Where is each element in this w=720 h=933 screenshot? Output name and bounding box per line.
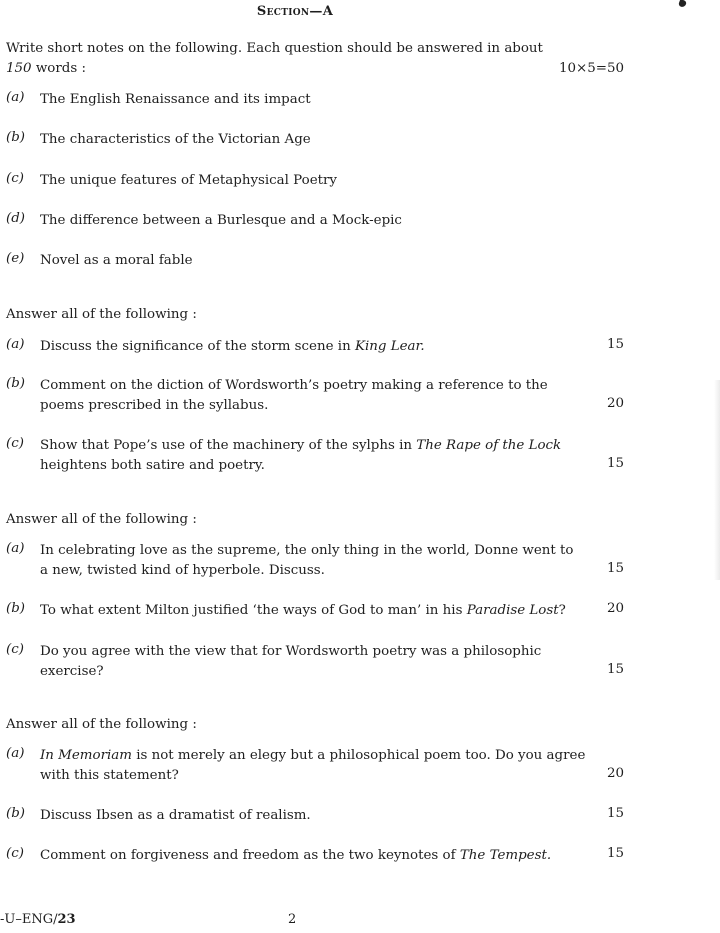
q1-intro-words: words :: [31, 61, 86, 76]
item-label: (c): [6, 846, 24, 861]
item-text-plain: Show that Pope’s use of the machinery of the sylphs in: [40, 438, 417, 453]
item-marks: 20: [606, 766, 624, 781]
q1-word-count: 150: [6, 61, 32, 76]
item-text: Discuss Ibsen as a dramatist of realism.: [40, 808, 311, 823]
section-title-sep: —: [309, 4, 323, 19]
item-label: (b): [6, 376, 26, 391]
item-label: (a): [6, 746, 25, 761]
item-text: Novel as a moral fable: [40, 253, 193, 268]
item-text-plain: Discuss the significance of the storm scene in: [40, 339, 355, 354]
item-text: The English Renaissance and its impact: [40, 92, 311, 107]
work-title: In Memoriam: [40, 748, 132, 763]
item-marks: 15: [606, 806, 624, 821]
q2-intro: Answer all of the following :: [6, 307, 197, 322]
item-marks: 15: [606, 456, 624, 471]
work-title: Paradise Lost: [466, 603, 559, 618]
q4-intro: Answer all of the following :: [6, 717, 197, 732]
item-text: [40, 846, 592, 866]
item-text: [40, 337, 592, 357]
item-label: (b): [6, 130, 26, 145]
work-title: The Rape of the Lock: [416, 438, 562, 453]
item-label: (d): [6, 211, 26, 226]
item-text-line1: Comment on the diction of Wordsworth’s poetry making a reference to the: [40, 378, 548, 393]
item-marks: 20: [606, 396, 624, 411]
q1-intro-line2: [6, 59, 626, 78]
item-label: (a): [6, 337, 25, 352]
paper-code-prefix: -U–ENG/: [0, 912, 58, 927]
item-label: (b): [6, 601, 26, 616]
item-text-line2: poems prescribed in the syllabus.: [40, 398, 269, 413]
q1-total-marks: 10×5=50: [558, 61, 624, 76]
section-title-letter: A: [322, 4, 334, 19]
item-text-line1: In celebrating love as the supreme, the only thing in the world, Donne went to: [40, 543, 574, 558]
item-text: The unique features of Metaphysical Poetry: [40, 173, 337, 188]
work-title: The Tempest.: [459, 848, 552, 863]
section-title-prefix: Section: [256, 4, 310, 19]
item-label: (b): [6, 806, 26, 821]
item-text-line1: [40, 746, 592, 766]
item-text-plain: Comment on forgiveness and freedom as the two keynotes of: [40, 848, 460, 863]
item-text-plain: is not merely an elegy but a philosophical poem too. Do you agree: [131, 748, 586, 763]
item-text-line1: Do you agree with the view that for Wordsworth poetry was a philosophic: [40, 644, 542, 659]
item-label: (a): [6, 541, 25, 556]
item-label: (c): [6, 171, 24, 186]
item-text: The difference between a Burlesque and a Mock-epic: [40, 213, 402, 228]
item-text-plain: To what extent Milton justified ‘the ways of God to man’ in his: [40, 603, 467, 618]
item-label: (c): [6, 436, 24, 451]
item-text-line2: with this statement?: [40, 768, 179, 783]
work-title: King Lear.: [354, 339, 425, 354]
item-text-plain: ?: [558, 603, 566, 618]
item-label: (e): [6, 251, 25, 266]
item-text: [40, 601, 592, 621]
page-edge-shadow: [714, 380, 720, 580]
item-label: (c): [6, 642, 24, 657]
item-text-line2: a new, twisted kind of hyperbole. Discuss.: [40, 563, 325, 578]
item-marks: 15: [606, 561, 624, 576]
paper-code-number: 23: [57, 912, 76, 927]
item-text-line1: [40, 436, 592, 456]
paper-code: [0, 912, 76, 927]
item-label: (a): [6, 90, 25, 105]
page-number: 2: [288, 912, 297, 927]
q3-intro: Answer all of the following :: [6, 512, 197, 527]
corner-mark-icon: [678, 0, 687, 8]
item-text: The characteristics of the Victorian Age: [40, 132, 311, 147]
item-text-line2: exercise?: [40, 664, 104, 679]
section-title: [0, 4, 590, 19]
item-text-line2: heightens both satire and poetry.: [40, 458, 265, 473]
item-marks: 20: [606, 601, 624, 616]
item-marks: 15: [606, 662, 624, 677]
q1-intro-line1: Write short notes on the following. Each question should be answered in about: [6, 41, 543, 56]
item-marks: 15: [606, 337, 624, 352]
item-marks: 15: [606, 846, 624, 861]
